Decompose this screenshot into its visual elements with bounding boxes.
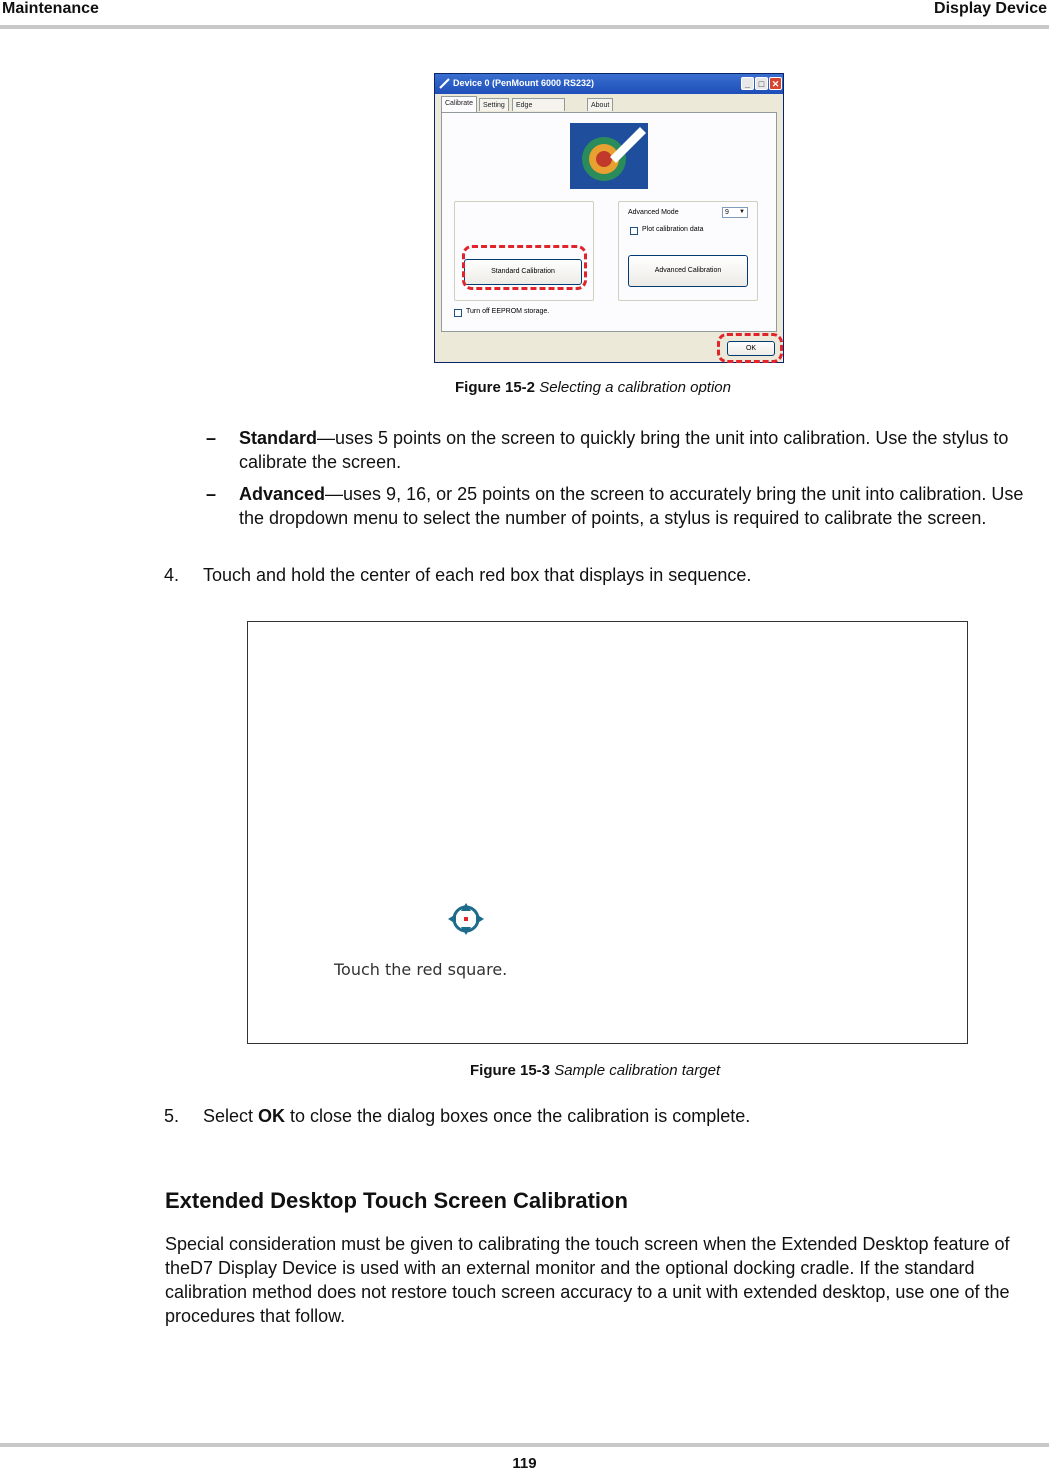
tab-setting[interactable]: Setting — [479, 98, 509, 111]
figure-15-2-caption — [455, 379, 731, 396]
crosshair-target-icon — [446, 901, 486, 937]
tab-edge-compensation[interactable]: Edge — [512, 98, 565, 111]
bullet-advanced-text: —uses 9, 16, or 25 points on the screen to accurately bring the unit into calibration. Use the dropdown menu to select the number of points, a stylus is required to calibrate the screen. — [239, 484, 1024, 528]
eeprom-label: Turn off EEPROM storage. — [466, 308, 550, 315]
bullet-standard-term: Standard — [239, 428, 318, 448]
step-4-number: 4. — [164, 565, 180, 585]
header-document-title: Display Device — [934, 0, 1047, 17]
calibration-target-icon — [570, 123, 648, 189]
tab-about[interactable]: About — [587, 98, 613, 111]
section-heading: Extended Desktop Touch Screen Calibration — [165, 1188, 628, 1213]
calibration-target-screen — [247, 621, 968, 1044]
bullet-advanced-term: Advanced — [239, 484, 326, 504]
standard-calibration-button[interactable]: Standard Calibration — [464, 259, 582, 285]
maximize-button[interactable]: □ — [755, 77, 768, 90]
bullet-advanced — [239, 482, 1049, 530]
bullet-advanced-mark: – — [206, 484, 217, 504]
eeprom-checkbox[interactable] — [454, 309, 462, 317]
step-5-ok: OK — [258, 1106, 286, 1126]
bullet-standard-text: —uses 5 points on the screen to quickly bring the unit into calibration. Use the stylus to calibrate the screen. — [239, 428, 1009, 472]
bullet-standard-mark: – — [206, 428, 217, 448]
dialog-titlebar — [435, 74, 783, 94]
page-number: 119 — [512, 1455, 537, 1472]
step-5-text: Select OK to close the dialog boxes once the calibration is complete. — [203, 1106, 751, 1126]
standard-highlight — [462, 245, 587, 290]
touch-message: Touch the red square. — [334, 960, 508, 979]
step-5-number: 5. — [164, 1106, 180, 1126]
section-paragraph: Special consideration must be given to calibrating the touch screen when the Extended Desktop feature of theD7 Display Device is used with an external monitor and the optional docking cradle. If the standard calibration method does not restore touch screen accuracy to a unit with extended desktop, use one of the procedures that follow. — [165, 1234, 1010, 1326]
figure-15-3-caption — [470, 1062, 720, 1079]
calibrate-panel — [441, 112, 777, 332]
advanced-mode-label: Advanced Mode — [628, 209, 679, 216]
close-button[interactable]: ✕ — [769, 77, 782, 90]
tab-calibrate[interactable]: Calibrate — [441, 96, 477, 112]
dialog-title: Device 0 (PenMount 6000 RS232) — [453, 78, 595, 88]
calibration-dialog — [434, 73, 784, 363]
advanced-mode-select[interactable] — [722, 207, 748, 218]
figure-15-3-label: Figure 15-3 — [470, 1062, 551, 1079]
figure-15-3-text: Sample calibration target — [554, 1062, 721, 1079]
advanced-mode-value: 9 — [725, 209, 729, 216]
header-section-title: Maintenance — [2, 0, 99, 17]
ok-highlight — [717, 333, 783, 363]
minimize-button[interactable]: _ — [741, 77, 754, 90]
chevron-down-icon: ▼ — [739, 209, 745, 215]
advanced-calibration-button[interactable]: Advanced Calibration — [628, 255, 748, 287]
pen-icon — [439, 77, 451, 89]
plot-calibration-label: Plot calibration data — [642, 226, 704, 233]
ok-button[interactable]: OK — [727, 341, 775, 356]
bullet-standard — [239, 426, 1049, 474]
figure-15-2-label: Figure 15-2 — [455, 379, 536, 396]
step-4-text: Touch and hold the center of each red box that displays in sequence. — [203, 565, 752, 585]
header-rule — [0, 25, 1049, 29]
footer-rule — [0, 1443, 1049, 1447]
plot-calibration-checkbox[interactable] — [630, 227, 638, 235]
figure-15-2-text: Selecting a calibration option — [539, 379, 731, 396]
